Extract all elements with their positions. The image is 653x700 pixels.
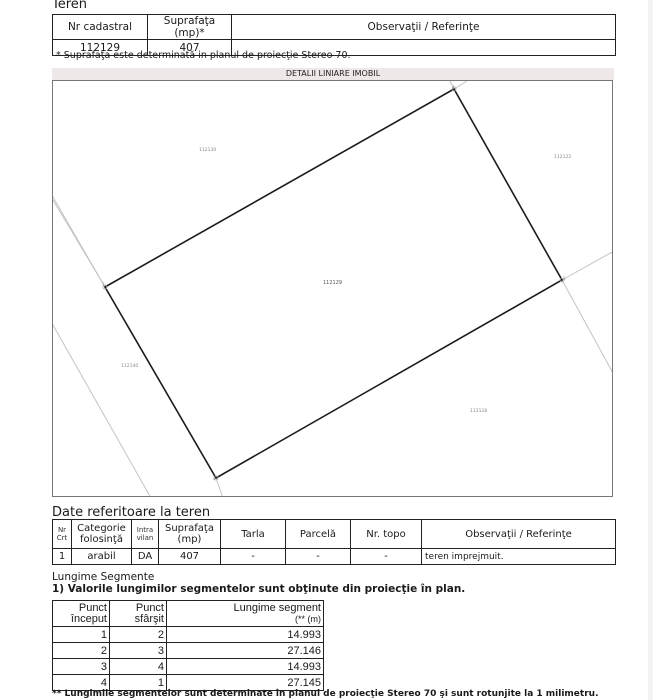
header-categorie	[72, 520, 132, 549]
header-nr-crt-line1: Nr	[57, 526, 67, 534]
cell-start: 2	[53, 643, 110, 659]
section-title-date-teren: Date referitoare la teren	[52, 505, 211, 520]
cell-end: 3	[110, 643, 167, 659]
cell-suprafata: 407	[148, 40, 232, 56]
section-title-teren: Teren	[52, 0, 88, 12]
header-observatii: Observaţii / Referinţe	[232, 15, 616, 40]
parcel-id-label: 112129	[323, 280, 343, 286]
cell-observatii: teren imprejmuit.	[422, 549, 616, 565]
header-nr-crt	[53, 520, 72, 549]
header-nr-topo: Nr. topo	[351, 520, 422, 549]
neighbor-label-112140: 112140	[121, 364, 139, 369]
table-row	[53, 549, 616, 565]
parcel-drawing	[52, 80, 613, 497]
cell-start: 3	[53, 659, 110, 675]
cell-start: 4	[53, 675, 110, 691]
header-categorie-line1: Categorie	[77, 523, 126, 534]
header-suprafata-line1: Suprafaţa	[165, 523, 214, 534]
header-punct-sfarsit	[110, 601, 167, 627]
cell-length: 27.146	[167, 643, 324, 659]
header-intravilan-line2: vilan	[136, 534, 154, 542]
table-row	[53, 627, 324, 643]
table-header-row	[53, 601, 324, 627]
header-end-line1: Punct	[135, 601, 164, 614]
header-intravilan-line1: Intra	[136, 526, 154, 534]
cell-length: 14.993	[167, 627, 324, 643]
header-categorie-line2: folosinţă	[80, 534, 123, 545]
segments-footnote: ** Lungimile segmentelor sunt determinate în planul de proiecţie Stereo 70 şi sunt rotunjite la 1 milimetru.	[52, 689, 599, 699]
cell-tarla: -	[221, 549, 286, 565]
page-edge	[648, 0, 653, 700]
header-suprafata: Suprafaţa (mp)*	[148, 15, 232, 40]
table-header-row	[53, 15, 616, 40]
neighbor-label-112122: 112122	[554, 155, 572, 160]
cell-nr-crt: 1	[53, 549, 72, 565]
cell-suprafata: 407	[159, 549, 221, 565]
header-start-line2: început	[70, 612, 107, 625]
table-row	[53, 659, 324, 675]
cell-length: 14.993	[167, 659, 324, 675]
cell-nr-cadastral: 112129	[53, 40, 148, 56]
header-nr-crt-line2: Crt	[56, 534, 68, 542]
cell-nr-topo: -	[351, 549, 422, 565]
header-length-line1: Lungime segment	[233, 601, 321, 614]
header-suprafata	[159, 520, 221, 549]
header-intravilan	[132, 520, 159, 549]
svg-text:3: 3	[563, 276, 566, 281]
header-lungime	[167, 601, 324, 627]
surface-note: * Suprafaţa este determinată in planul de proiecţie Stereo 70.	[56, 50, 351, 61]
neighbor-boundaries	[53, 81, 613, 497]
header-end-line2: sfârşit	[134, 612, 164, 625]
cell-parcela: -	[286, 549, 351, 565]
header-length-line2: (** (m)	[295, 613, 321, 624]
parcel-map	[52, 80, 613, 497]
cell-length: 27.145	[167, 675, 324, 691]
header-punct-inceput	[53, 601, 110, 627]
cell-end: 4	[110, 659, 167, 675]
header-tarla: Tarla	[221, 520, 286, 549]
cell-categorie: arabil	[72, 549, 132, 565]
svg-text:4: 4	[452, 85, 455, 90]
segments-title: Lungime Segmente	[52, 571, 155, 583]
header-nr-cadastral: Nr cadastral	[53, 15, 148, 40]
header-parcela: Parcelă	[286, 520, 351, 549]
table-header-row	[53, 520, 616, 549]
cell-start: 1	[53, 627, 110, 643]
cell-intravilan: DA	[132, 549, 159, 565]
map-title: DETALII LINIARE IMOBIL	[52, 68, 614, 80]
header-suprafata-line2: (mp)	[177, 534, 202, 545]
cell-end: 1	[110, 675, 167, 691]
segments-table	[52, 600, 324, 691]
segments-subtitle: 1) Valorile lungimilor segmentelor sunt obţinute din proiecţie în plan.	[52, 583, 466, 595]
neighbor-label-112130: 112130	[199, 148, 217, 153]
neighbor-label-112128: 112128	[470, 409, 488, 414]
table-row	[53, 643, 324, 659]
header-observatii: Observaţii / Referinţe	[422, 520, 616, 549]
header-start-line1: Punct	[78, 601, 107, 614]
cell-end: 2	[110, 627, 167, 643]
svg-text:2: 2	[213, 476, 216, 481]
date-teren-table	[52, 519, 616, 565]
svg-text:1: 1	[102, 282, 105, 287]
